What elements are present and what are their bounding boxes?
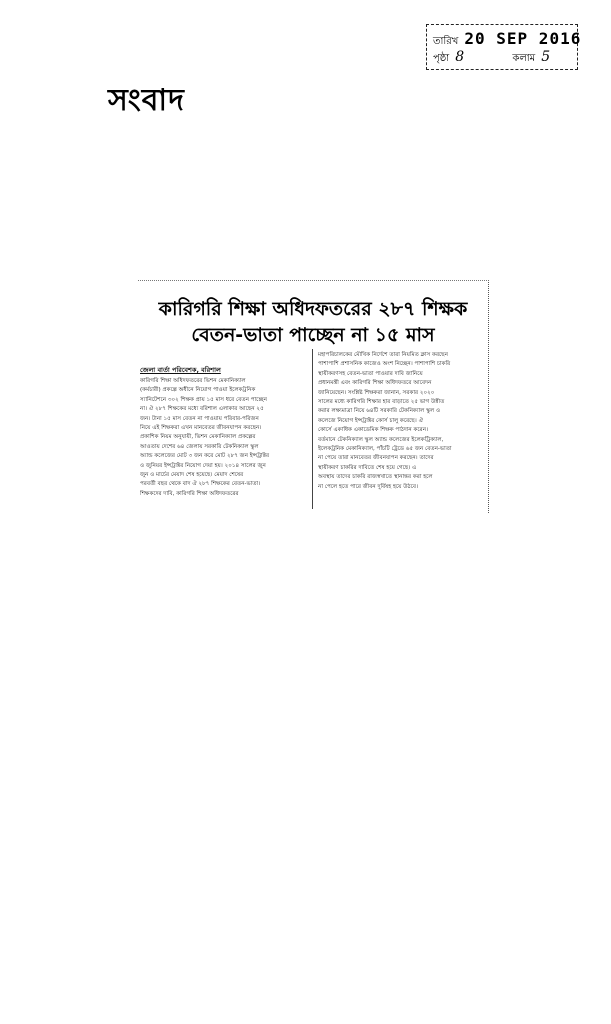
article-line: ইলেকট্রনিক মেকানিক্যাল, পাঁচটি ট্রেডে ৬৫ জন বেতন-ভাতা bbox=[318, 446, 452, 453]
article-line: পরবর্তী বছর থেকে বাদ ঐ ২৮৭ শিক্ষকের বেতন-ভাতা। bbox=[140, 481, 261, 488]
article-line: ও জুনিয়র ইন্সট্রাক্টর নিয়োগ দেয়া হয়। ২০১৪ সালের জুন bbox=[140, 462, 266, 469]
stamp-page-label: পৃষ্ঠা bbox=[433, 53, 450, 64]
stamp-column-value: 5 bbox=[541, 49, 551, 65]
stamp-page-value: 8 bbox=[455, 49, 465, 65]
article-line: জুন ও মার্চের মেয়াদ শেষ হয়েছে। মেয়াদ শেষের bbox=[140, 472, 244, 479]
headline-line-1: কারিগরি শিক্ষা অধিদফতরের ২৮৭ শিক্ষক bbox=[158, 298, 468, 320]
article-line: জানিয়েছেন। সংশ্লিষ্ট শিক্ষকরা জানান, সরকার ২০২০ bbox=[318, 389, 435, 396]
stamp-page-row bbox=[433, 49, 550, 68]
article-line: স্থায়ীকরণ চাকরির দাবিতে শেষ হয়ে গেছে। এ bbox=[318, 464, 417, 471]
article-byline: জেলা বার্তা পরিবেশক, বরিশাল bbox=[140, 366, 221, 374]
article-left-column bbox=[140, 377, 308, 499]
article-line: না। ঐ ২৮৭ শিক্ষকের মধ্যে বরিশাল এলাকার আছেন ২৫ bbox=[140, 406, 264, 413]
article-line: কারিগরি শিক্ষা অধিদফতরের ভিশন মেকানিক্যাল bbox=[140, 378, 246, 384]
stamp-column-label: কলাম bbox=[512, 53, 536, 64]
stamp-date-row bbox=[433, 29, 581, 51]
news-clipping bbox=[138, 280, 489, 513]
stamp-date-value: 20 SEP 2016 bbox=[464, 29, 582, 48]
article-line: পাশাপাশি প্রশাসনিক কাজেও অংশ নিচ্ছেন। পাশাপাশি চাকরি bbox=[318, 361, 451, 368]
date-stamp bbox=[426, 24, 582, 70]
article-line: প্রধানমন্ত্রী এবং কারিগরি শিক্ষা অধিদফতরে আবেদন bbox=[318, 380, 432, 387]
article-line: প্রকাশিক নিয়ম অনুযায়ী, ভিশন মেকানিক্যাল প্রকল্পের bbox=[140, 434, 256, 441]
article-line: নিয়ে এই শিক্ষকরা এখন মানবেতর জীবনযাপন করছেন। bbox=[140, 425, 262, 432]
article-line: জন। টানা ১৫ মাস বেতন না পাওয়ায় পরিবার-পরিজন bbox=[140, 415, 259, 422]
stamp-date-label: তারিখ bbox=[433, 36, 459, 47]
article-line: (কর্মচারী) প্রকল্পে অধীনে নিয়োগ পাওয়া ইলেকট্রনিক bbox=[140, 387, 256, 394]
article-line: করার লক্ষ্যমাত্রা নিয়ে ৬৪টি সরকারি টেকনিক্যাল স্কুল ও bbox=[318, 408, 441, 415]
headline-line-2: বেতন-ভাতা পাচ্ছেন না ১৫ মাস bbox=[191, 324, 435, 346]
column-divider bbox=[312, 349, 313, 509]
article-line: আওতায় দেশের ৬৪ জেলায় সরকারি টেকনিক্যাল স্কুল bbox=[140, 443, 259, 450]
article-line: কোর্সে একাধিক একাডেমিক শিক্ষক পাঠদান করেন। bbox=[318, 427, 429, 434]
article-line: মহাপরিচালকের মৌখিক নির্দেশে তারা নিয়মিত ক্লাস করছেন bbox=[318, 352, 449, 358]
article-line: স্যানিটেশনে ৩০২ শিক্ষক প্রায় ১৫ মাস ধরে বেতন পাচ্ছেন bbox=[140, 396, 268, 403]
article-line: শিক্ষকদের দাবি, কারিগরি শিক্ষা অধিদফতরের bbox=[140, 490, 239, 497]
article-line: অবস্থায় তাদের চাকরি রাজস্বখাতে স্থানান্তর করা হলে bbox=[318, 474, 433, 481]
newspaper-masthead: সংবাদ bbox=[108, 83, 185, 118]
article-line: কলেজে নিয়োগ ইন্সট্রাক্টর কোর্স চালু করেছে। ঐ bbox=[318, 417, 424, 424]
article-line: অ্যান্ড কলেজের মোট ৩ জন করে মোট ২৮৭ জন ইন্সট্রাক্টর bbox=[140, 453, 270, 460]
article-line: না পেয়ে তারা মানবেতর জীবনযাপন করছেন। তাদের bbox=[318, 455, 434, 462]
article-line: না পেলে হতে পারে জীবন দুর্বিষহ হয়ে উঠবে। bbox=[318, 483, 418, 490]
article-line: সালের মধ্যে কারিগরি শিক্ষার হার বাড়াতে ২৫ ভাগ উন্নীত bbox=[318, 399, 445, 406]
article-line: বর্তমানে টেকনিক্যাল স্কুল অ্যান্ড কলেজের ইলেকট্রিক্যাল, bbox=[318, 436, 444, 443]
article-line: স্থায়ীকরণসহ বেতন-ভাতা পাওয়ার দাবি জানিয়ে bbox=[318, 370, 423, 377]
article-right-column bbox=[318, 351, 486, 492]
